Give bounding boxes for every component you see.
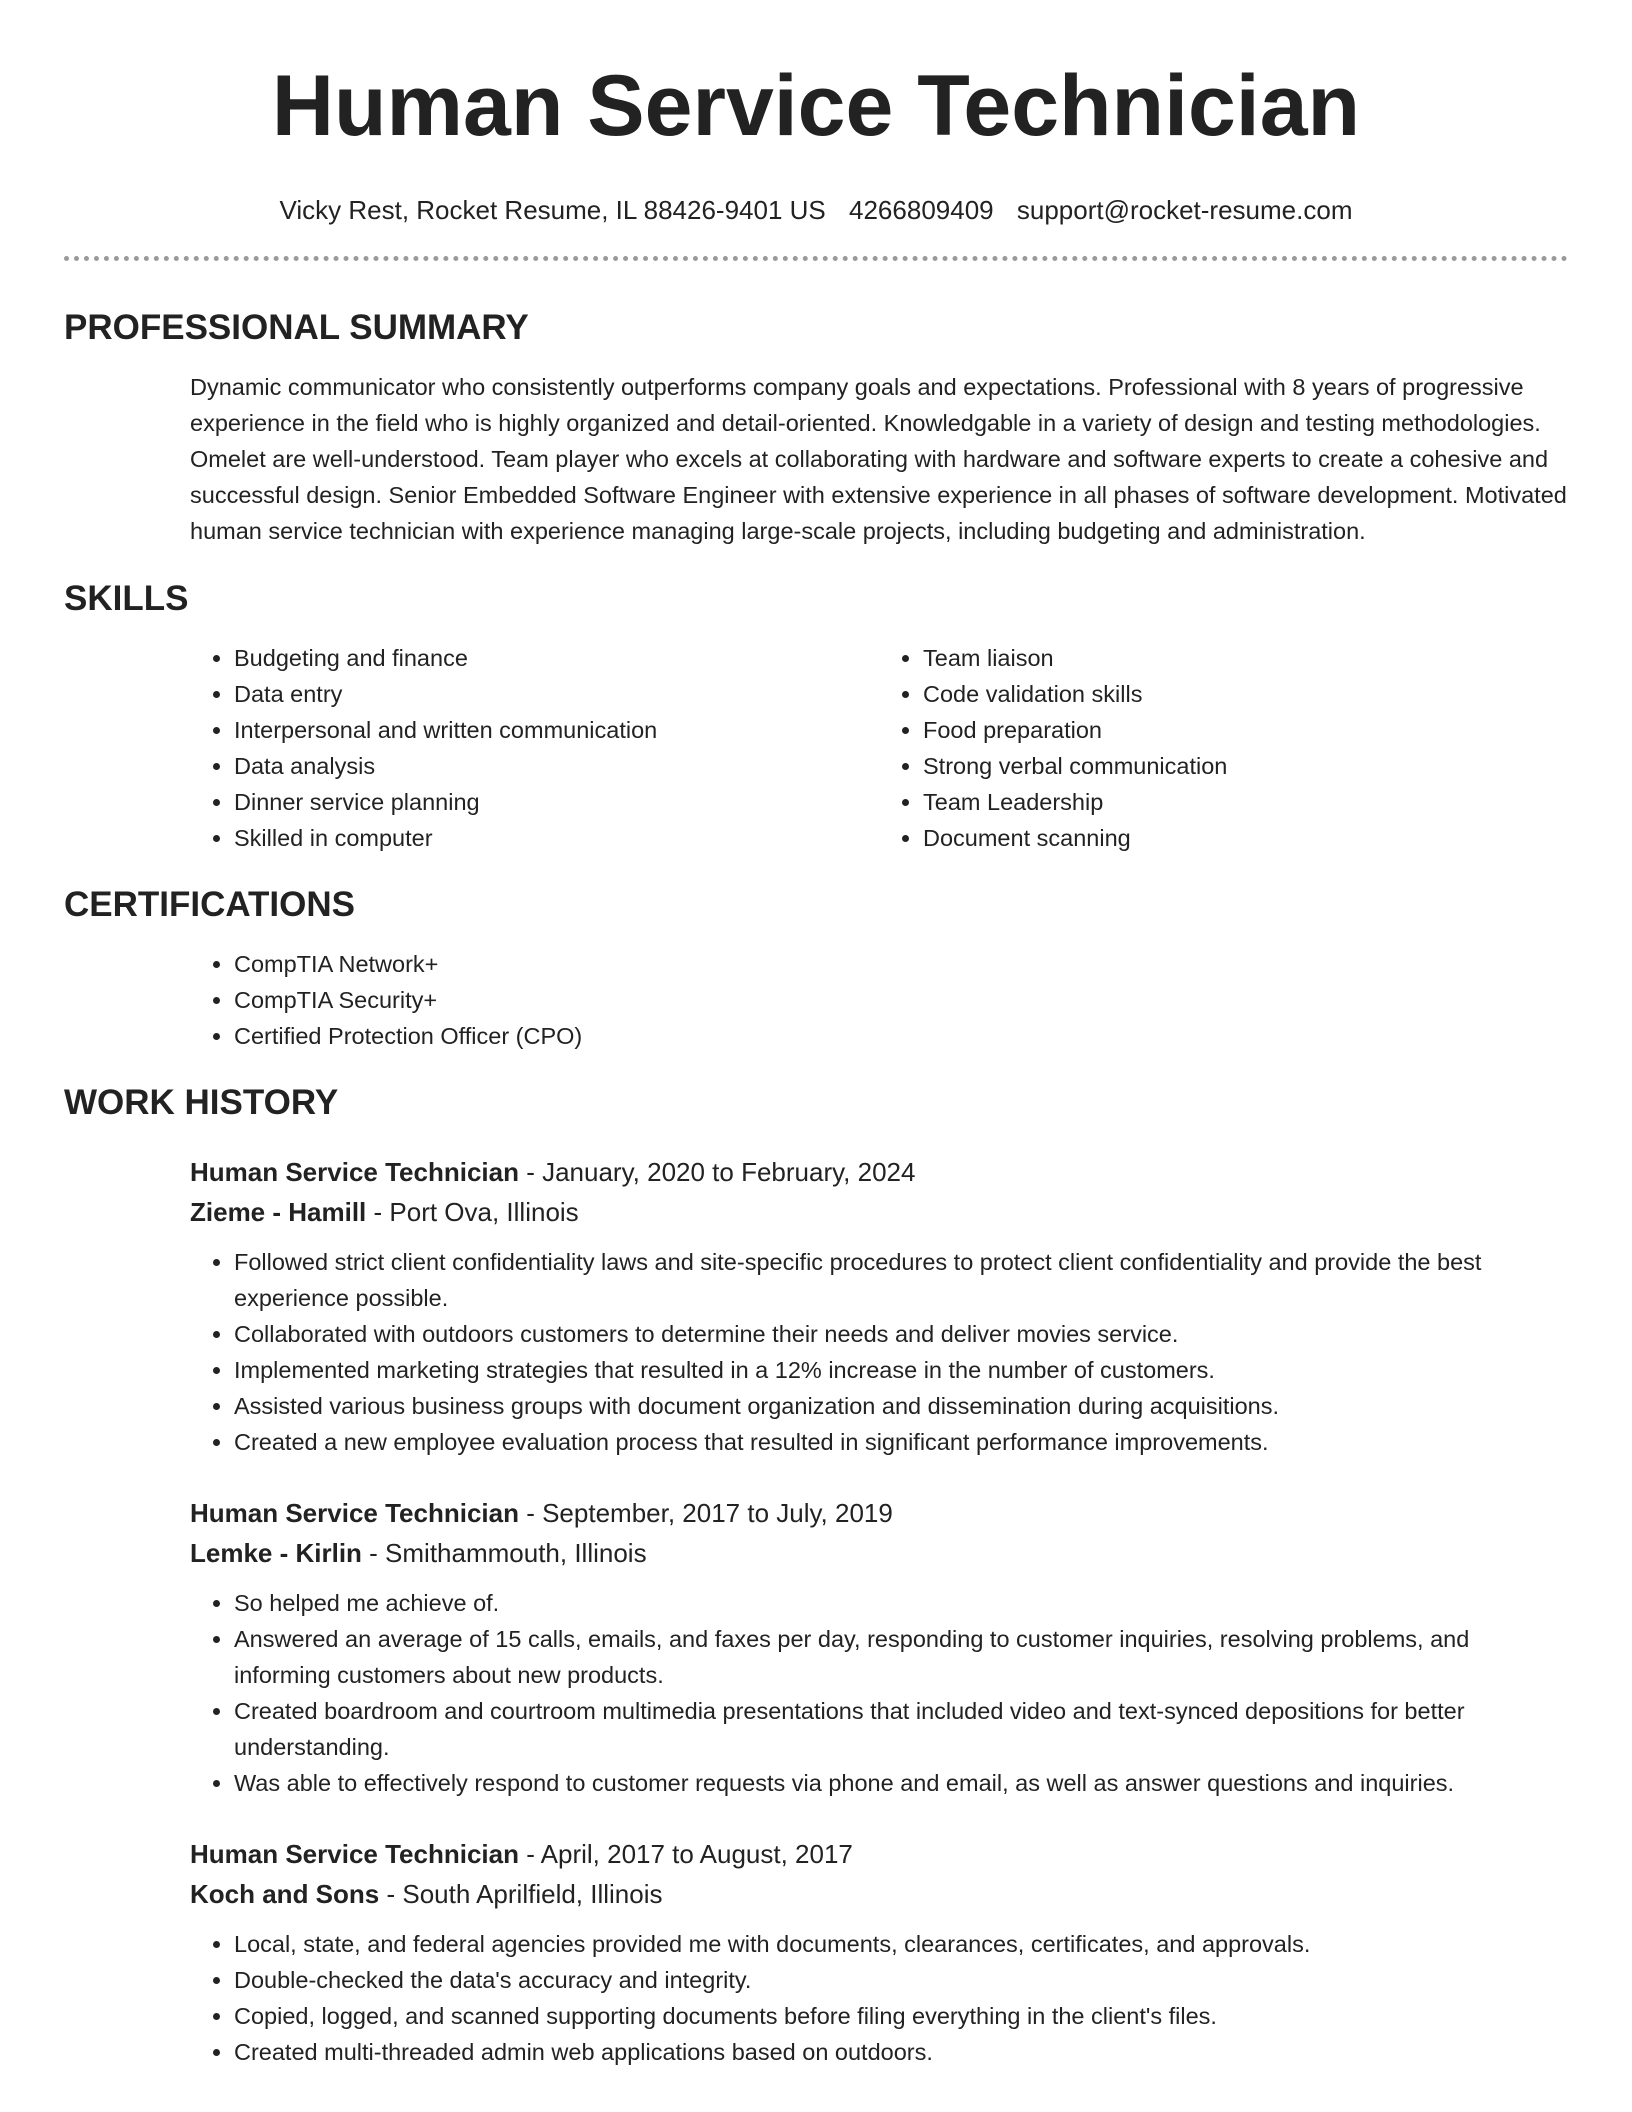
job-entry: [190, 1834, 1568, 2070]
skill-item: • Document scanning: [923, 820, 1568, 856]
job-company-line: [190, 1192, 1568, 1232]
skill-item: • Interpersonal and written communication: [234, 712, 879, 748]
work-history-heading: WORK HISTORY: [64, 1083, 339, 1122]
certification-item: • Certified Protection Officer (CPO): [234, 1018, 1568, 1054]
contact-address: Vicky Rest, Rocket Resume, IL 88426-9401 US: [279, 195, 826, 225]
skill-item: • Data entry: [234, 676, 879, 712]
job-bullet: • Created a new employee evaluation process that resulted in significant performance improvements.: [234, 1424, 1568, 1460]
job-entry: [190, 1493, 1568, 1801]
job-company: Zieme - Hamill: [190, 1197, 367, 1227]
certification-item: • CompTIA Security+: [234, 982, 1568, 1018]
job-bullet: • Created multi-threaded admin web applications based on outdoors.: [234, 2034, 1568, 2070]
skill-item: • Team liaison: [923, 640, 1568, 676]
resume-title: Human Service Technician: [271, 58, 1361, 154]
resume-page: [64, 0, 1568, 2070]
job-company: Koch and Sons: [190, 1879, 380, 1909]
skill-item: • Data analysis: [234, 748, 879, 784]
job-company: Lemke - Kirlin: [190, 1538, 362, 1568]
contact-email: support@rocket-resume.com: [1016, 195, 1353, 225]
skill-item: • Budgeting and finance: [234, 640, 879, 676]
job-bullet: • Double-checked the data's accuracy and integrity.: [234, 1962, 1568, 1998]
certification-item: • CompTIA Network+: [234, 946, 1568, 982]
job-role-line: [190, 1834, 1568, 1874]
skill-item: • Skilled in computer: [234, 820, 879, 856]
skill-item: • Dinner service planning: [234, 784, 879, 820]
skills-grid: [190, 640, 1568, 856]
skill-item: • Strong verbal communication: [923, 748, 1568, 784]
job-bullet: • Was able to effectively respond to customer requests via phone and email, as well as answer questions and inquiries.: [234, 1765, 1568, 1801]
job-bullet: • Answered an average of 15 calls, emails, and faxes per day, responding to customer inquiries, resolving problems, and informing customers about new products.: [234, 1621, 1568, 1693]
skill-item: • Team Leadership: [923, 784, 1568, 820]
job-location: - Port Ova, Illinois: [366, 1197, 579, 1227]
contact-line: [64, 194, 1568, 226]
job-company-line: [190, 1874, 1568, 1914]
skills-right-list: [879, 640, 1568, 856]
job-role: Human Service Technician: [190, 1157, 519, 1187]
job-bullet: • Followed strict client confidentiality laws and site-specific procedures to protect client confidentiality and provide the best experience possible.: [234, 1244, 1568, 1316]
job-bullets: [190, 1244, 1568, 1460]
job-location: - South Aprilfield, Illinois: [379, 1879, 663, 1909]
job-bullets: [190, 1926, 1568, 2070]
job-role-line: [190, 1152, 1568, 1192]
job-role-line: [190, 1493, 1568, 1533]
job-bullet: • Copied, logged, and scanned supporting documents before filing everything in the client's files.: [234, 1998, 1568, 2034]
job-role: Human Service Technician: [190, 1839, 519, 1869]
certifications-block: [190, 946, 1568, 1054]
job-dates: - April, 2017 to August, 2017: [518, 1839, 853, 1869]
job-dates: - January, 2020 to February, 2024: [518, 1157, 916, 1187]
job-bullet: • Collaborated with outdoors customers to determine their needs and deliver movies service.: [234, 1316, 1568, 1352]
job-bullet: • Assisted various business groups with document organization and dissemination during acquisitions.: [234, 1388, 1568, 1424]
skills-left-list: [190, 640, 879, 856]
header-divider: [64, 256, 1568, 261]
job-bullet: • Created boardroom and courtroom multimedia presentations that included video and text-synced depositions for better understanding.: [234, 1693, 1568, 1765]
certifications-heading: CERTIFICATIONS: [64, 885, 356, 924]
job-bullet: • Local, state, and federal agencies provided me with documents, clearances, certificates, and approvals.: [234, 1926, 1568, 1962]
job-entry: [190, 1152, 1568, 1460]
skill-item: • Code validation skills: [923, 676, 1568, 712]
job-company-line: [190, 1533, 1568, 1573]
summary-text: Dynamic communicator who consistently outperforms company goals and expectations. Professional with 8 years of progressive experience in the field who is highly organized and detail-oriented. Knowledgable in a variety of design and testing methodologies. Omelet are well-understood. Team player who excels at collaborating with hardware and software experts to create a cohesive and successful design. Senior Embedded Software Engineer with extensive experience in all phases of software development. Motivated human service technician with experience managing large-scale projects, including budgeting and administration.: [190, 374, 1567, 544]
job-bullets: [190, 1585, 1568, 1801]
job-dates: - September, 2017 to July, 2019: [518, 1498, 893, 1528]
job-bullet: • So helped me achieve of.: [234, 1585, 1568, 1621]
skills-heading: SKILLS: [64, 579, 189, 618]
certifications-list: [190, 946, 1568, 1054]
job-location: - Smithammouth, Illinois: [361, 1538, 647, 1568]
job-bullet: • Implemented marketing strategies that resulted in a 12% increase in the number of customers.: [234, 1352, 1568, 1388]
skill-item: • Food preparation: [923, 712, 1568, 748]
job-role: Human Service Technician: [190, 1498, 519, 1528]
summary-heading: PROFESSIONAL SUMMARY: [64, 308, 529, 347]
contact-phone: 4266809409: [849, 195, 994, 225]
